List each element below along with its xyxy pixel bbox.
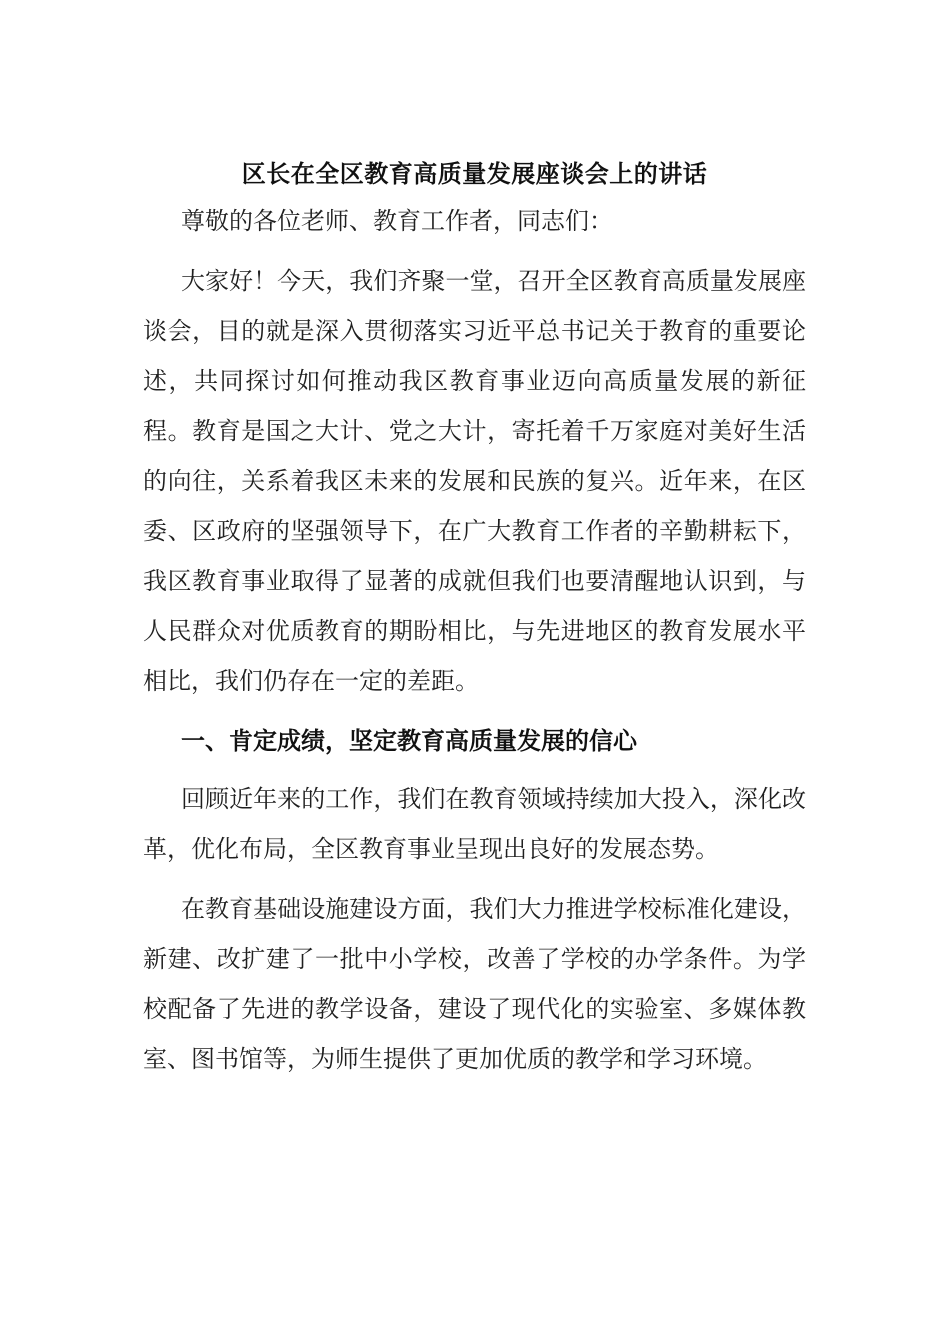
document-body [143,152,806,1084]
section-heading: 一、肯定成绩，坚定教育高质量发展的信心 [181,727,637,755]
section-paragraph: 在教育基础设施建设方面，我们大力推进学校标准化建设，新建、改扩建了一批中小学校，改善了学校的办学条件。为学校配备了先进的教学设备，建设了现代化的实验室、多媒体教室、图书馆等，为师生提供了更加优质的教学和学习环境。 [143,895,806,1073]
section-paragraph: 回顾近年来的工作，我们在教育领域持续加大投入，深化改革，优化布局，全区教育事业呈现出良好的发展态势。 [143,785,806,863]
greeting-paragraph: 尊敬的各位老师、教育工作者，同志们： [181,207,613,235]
intro-paragraph: 大家好！今天，我们齐聚一堂，召开全区教育高质量发展座谈会，目的就是深入贯彻落实习近平总书记关于教育的重要论述，共同探讨如何推动我区教育事业迈向高质量发展的新征程。教育是国之大计、党之大计，寄托着千万家庭对美好生活的向往，关系着我区未来的发展和民族的复兴。近年来，在区委、区政府的坚强领导下，在广大教育工作者的辛勤耕耘下，我区教育事业取得了显著的成就但我们也要清醒地认识到，与人民群众对优质教育的期盼相比，与先进地区的教育发展水平相比，我们仍存在一定的差距。 [143,267,806,695]
document-title: 区长在全区教育高质量发展座谈会上的讲话 [241,160,708,188]
